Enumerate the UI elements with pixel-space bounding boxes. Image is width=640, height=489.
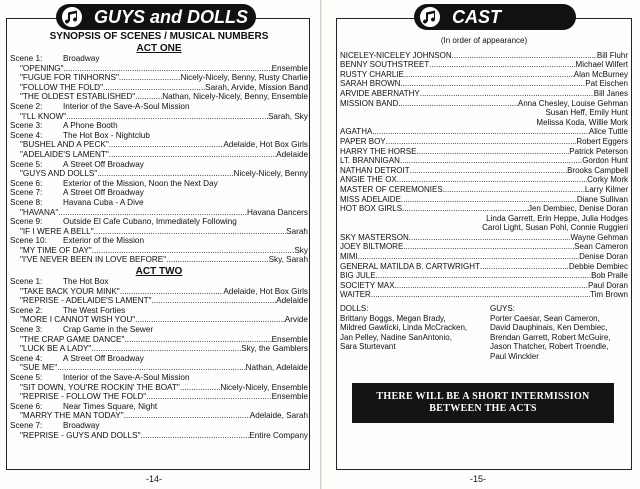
scene-number: Scene 5: [10, 159, 43, 169]
song-performers: Sarah [286, 226, 308, 236]
song-title: "REPRISE - ADELAIDE'S LAMENT" [20, 296, 152, 306]
cast-role: MISS ADELAIDE [340, 194, 401, 204]
scene-line [10, 217, 308, 227]
song-title: "I'VE NEVER BEEN IN LOVE BEFORE" [20, 255, 167, 265]
cast-role: MASTER OF CEREMONIES [340, 184, 443, 194]
scene-number: Scene 9: [10, 217, 43, 227]
scene-line [10, 402, 308, 412]
music-notes-icon [418, 5, 442, 29]
song-line [10, 92, 308, 102]
cast-actor-continued: Carol Light, Susan Pohl, Connie Ruggieri [482, 223, 628, 233]
cast-row [340, 147, 628, 157]
guys-name-line: Porter Caesar, Sean Cameron, [490, 313, 600, 323]
song-title: "MORE I CANNOT WISH YOU" [20, 315, 136, 325]
dot-leader [166, 255, 268, 265]
intermission-notice [352, 383, 614, 423]
scene-location: Exterior of the Mission [63, 236, 144, 246]
cast-role: HOT BOX GIRLS [340, 204, 403, 214]
song-line [10, 315, 308, 325]
cast-role: HARRY THE HORSE [340, 146, 417, 156]
scene-location: Crap Game in the Sewer [63, 325, 154, 335]
dolls-name-line: Jan Pelley, Nadine SanAntonio, [340, 332, 452, 342]
cast-actor: Alan McBurney [573, 69, 628, 79]
song-line [10, 392, 308, 402]
song-performers: Nicely-Nicely, Benny, Rusty Charlie [180, 73, 308, 83]
cast-role: AGATHA [340, 127, 373, 137]
cast-actor: Brooks Campbell [567, 165, 628, 175]
dot-leader [395, 281, 588, 291]
song-title: "I'LL KNOW" [20, 111, 67, 121]
song-line [10, 296, 308, 306]
song-title: "SIT DOWN, YOU'RE ROCKIN' THE BOAT" [20, 382, 180, 392]
scene-line [10, 236, 308, 246]
dot-leader [376, 271, 592, 281]
cast-actor: Debbie Dembiec [568, 261, 628, 271]
cast-actor: Bob Pralle [591, 271, 628, 281]
cast-list [340, 51, 628, 300]
song-performers: Sky, the Gamblers [241, 344, 308, 354]
scene-location: Havana Cuba - A Dive [63, 197, 144, 207]
cast-row [340, 195, 628, 205]
dot-leader [410, 166, 567, 176]
cast-actor-continued: Susan Heff, Emily Hunt [545, 108, 628, 118]
scene-number: Scene 4: [10, 130, 43, 140]
dot-leader [109, 150, 276, 160]
cast-role: PAPER BOY [340, 136, 386, 146]
scene-number: Scene 6: [10, 401, 43, 411]
cast-actor: Denise Doran [579, 252, 628, 262]
cast-actor: Jen Dembiec, Denise Doran [527, 204, 628, 214]
dot-leader [64, 64, 272, 74]
guys-name-line: David Dauphinais, Ken Dembiec, [490, 323, 608, 333]
song-line [10, 73, 308, 83]
scene-number: Scene 7: [10, 188, 43, 198]
song-title: "IF I WERE A BELL" [20, 226, 94, 236]
dolls-group [340, 304, 484, 362]
cast-role: NICELEY-NICELEY JOHNSON [340, 50, 452, 60]
dolls-label: DOLLS: [340, 304, 369, 314]
cast-row [340, 242, 628, 252]
scene-number: Scene 2: [10, 305, 43, 315]
dot-leader [124, 335, 271, 345]
dot-leader [480, 262, 569, 272]
song-performers: Adelaide [276, 296, 308, 306]
song-performers: Adelaide, Hot Box Girls [223, 140, 308, 150]
dot-leader [92, 246, 295, 256]
scene-line [10, 325, 308, 335]
cast-row [340, 271, 628, 281]
song-performers: Sky [294, 245, 308, 255]
acts-list [10, 43, 308, 440]
song-line [10, 208, 308, 218]
song-line [10, 83, 308, 93]
scene-location: The Hot Box [63, 277, 109, 287]
cast-row [340, 127, 628, 137]
cast-row [340, 166, 628, 176]
scene-line [10, 131, 308, 141]
scene-number: Scene 7: [10, 420, 43, 430]
dot-leader [404, 70, 574, 80]
scene-line [10, 198, 308, 208]
song-performers: Havana Dancers [247, 207, 308, 217]
scene-number: Scene 10: [10, 236, 47, 246]
dot-leader [66, 112, 268, 122]
cast-actor: Alice Tuttle [588, 127, 628, 137]
right-page [322, 0, 640, 489]
cast-row [340, 60, 628, 70]
song-line [10, 140, 308, 150]
scene-line [10, 121, 308, 131]
dot-leader [403, 242, 574, 252]
song-performers: Nathan, Nicely-Nicely, Benny, Ensemble [162, 92, 308, 102]
song-title: "MY TIME OF DAY" [20, 245, 92, 255]
cast-role: GENERAL MATILDA B. CARTWRIGHT [340, 261, 480, 271]
cast-role: SKY MASTERSON [340, 232, 409, 242]
scene-number: Scene 4: [10, 353, 43, 363]
song-line [10, 169, 308, 179]
scene-location: A Street Off Broadway [63, 159, 144, 169]
guys-group [484, 304, 628, 362]
music-notes-icon [60, 5, 84, 29]
song-title: "LUCK BE A LADY" [20, 344, 92, 354]
dolls-name-line: Brittany Boggs, Megan Brady, [340, 313, 446, 323]
dot-leader [91, 344, 241, 354]
scene-location: The Hot Box - Nightclub [63, 130, 150, 140]
song-line [10, 112, 308, 122]
song-performers: Adelaide, Hot Box Girls [223, 286, 308, 296]
song-title: "GUYS AND DOLLS" [20, 169, 98, 179]
dot-leader [57, 363, 245, 373]
guys-name-line: Brendan Garrett, Robert McGuire, [490, 332, 611, 342]
scene-line [10, 54, 308, 64]
dot-leader [420, 89, 594, 99]
scene-line [10, 160, 308, 170]
scene-line [10, 421, 308, 431]
scene-location: Broadway [63, 54, 100, 63]
song-title: "TAKE BACK YOUR MINK" [20, 286, 120, 296]
song-line [10, 287, 308, 297]
show-title: GUYS and DOLLS [94, 6, 249, 27]
dot-leader [103, 83, 205, 93]
dot-leader [135, 92, 162, 102]
cast-subtitle: (In order of appearance) [440, 36, 528, 45]
song-performers: Nicely-Nicely, Ensemble [220, 382, 308, 392]
cast-row [340, 89, 628, 99]
dot-leader [58, 208, 247, 218]
dot-leader [97, 169, 233, 179]
scene-line [10, 188, 308, 198]
song-title: "OPENING" [20, 63, 64, 73]
scene-line [10, 354, 308, 364]
guys-name-line: Jason Thatcher, Robert Troendle, [490, 342, 609, 352]
synopsis-heading: SYNOPSIS OF SCENES / MUSICAL NUMBERS [49, 31, 269, 42]
cast-actor: Bill Janes [593, 88, 628, 98]
cast-row [340, 137, 628, 147]
cast-row [340, 281, 628, 291]
cast-actor: Wayne Gehman [570, 232, 628, 242]
scene-line [10, 102, 308, 112]
song-performers: Sky, Sarah [268, 255, 308, 265]
cast-role: MIMI [340, 252, 358, 262]
dot-leader [409, 233, 571, 243]
song-performers: Sarah, Arvide, Mission Band [205, 82, 308, 92]
dot-leader [401, 195, 577, 205]
song-performers: Ensemble [271, 392, 308, 402]
song-title: "REPRISE - GUYS AND DOLLS" [20, 430, 141, 440]
scene-number: Scene 5: [10, 373, 43, 382]
song-title: "REPRISE - FOLLOW THE FOLD" [20, 392, 147, 402]
scene-number: Scene 2: [10, 101, 43, 111]
scene-location: A Street Off Broadway [63, 188, 144, 198]
song-line [10, 363, 308, 373]
song-performers: Adelaide, Sarah [249, 411, 308, 421]
cast-row [340, 79, 628, 89]
scene-location: A Phone Booth [63, 121, 118, 131]
scene-line [10, 179, 308, 189]
cast-actor: Pat Eischen [585, 79, 628, 89]
dot-leader [400, 79, 585, 89]
song-line [10, 411, 308, 421]
cast-role: RUSTY CHARLIE [340, 69, 404, 79]
song-title: "THE CRAP GAME DANCE" [20, 334, 125, 344]
dot-leader [416, 147, 569, 157]
song-title: "HAVANA" [20, 207, 59, 217]
cast-role: JOEY BILTMORE [340, 242, 404, 252]
cast-row [340, 156, 628, 166]
cast-role: WAITER [340, 290, 371, 300]
dot-leader [140, 431, 249, 441]
dot-leader [443, 185, 585, 195]
dot-leader [397, 175, 587, 185]
cast-actor: Larry Kilmer [584, 184, 628, 194]
song-line [10, 344, 308, 354]
scene-location: Interior of the Save-A-Soul Mission [63, 101, 190, 111]
cast-role: ARVIDE ABERNATHY [340, 88, 420, 98]
dot-leader [358, 252, 579, 262]
dolls-name-line: Mildred Gawlicki, Linda McCracken, [340, 323, 468, 333]
song-line [10, 431, 308, 441]
scene-number: Scene 3: [10, 325, 43, 335]
cast-role: SOCIETY MAX [340, 280, 395, 290]
act-title: ACT TWO [135, 266, 183, 278]
scene-location: Broadway [63, 420, 100, 430]
song-line [10, 150, 308, 160]
page-number-left: -14- [146, 474, 163, 484]
song-line [10, 64, 308, 74]
scene-line [10, 277, 308, 287]
dot-leader [372, 127, 589, 137]
dot-leader [119, 73, 181, 83]
dot-leader [386, 137, 577, 147]
show-title-banner [56, 4, 256, 30]
cast-row [340, 252, 628, 262]
intermission-line-2: BETWEEN THE ACTS [429, 403, 537, 414]
song-line [10, 383, 308, 393]
scene-number: Scene 3: [10, 121, 43, 131]
cast-row [340, 233, 628, 243]
cast-role: LT. BRANNIGAN [340, 156, 400, 166]
cast-actor: Bill Fluhr [596, 50, 628, 60]
cast-row [340, 185, 628, 195]
dot-leader [146, 392, 271, 402]
scene-location: A Street Off Broadway [63, 353, 144, 363]
act-title: ACT ONE [136, 43, 182, 54]
dot-leader [402, 204, 528, 214]
cast-actor: Michael Wilfert [575, 60, 628, 70]
scene-number: Scene 8: [10, 197, 43, 207]
dot-leader [124, 411, 250, 421]
cast-actor-continued: Melissa Koda, Willie Mork [536, 117, 628, 127]
song-line [10, 255, 308, 265]
cast-role: SARAH BROWN [340, 79, 401, 89]
cast-role: BENNY SOUTHSTREET [340, 60, 430, 70]
dot-leader [152, 296, 277, 306]
song-title: "MARRY THE MAN TODAY" [20, 411, 124, 421]
scene-number: Scene 6: [10, 178, 43, 188]
dot-leader [452, 51, 597, 61]
song-line [10, 246, 308, 256]
song-title: "BUSHEL AND A PECK" [20, 140, 109, 150]
scene-location: Near Times Square, Night [63, 401, 158, 411]
dot-leader [94, 227, 287, 237]
cast-actor-continued: Linda Garrett, Erin Heppe, Julia Hodges [486, 213, 628, 223]
synopsis [10, 31, 308, 440]
song-title: "FUGUE FOR TINHORNS" [20, 73, 119, 83]
intermission-line-1: THERE WILL BE A SHORT INTERMISSION [376, 391, 590, 402]
song-performers: Nicely-Nicely, Benny [233, 169, 308, 179]
cast-actor: Paul Doran [587, 280, 628, 290]
cast-row [340, 204, 628, 214]
song-title: "SUE ME" [20, 363, 58, 373]
cast-section [340, 36, 628, 362]
dolls-names [340, 314, 484, 352]
cast-row [340, 70, 628, 80]
cast-actor: Tim Brown [590, 290, 628, 300]
scene-line [10, 373, 308, 383]
dolls-name-line: Sara Sturtevant [340, 342, 396, 352]
cast-actor: Patrick Peterson [569, 146, 628, 156]
song-performers: Adelaide [276, 149, 308, 159]
page-number-right: -15- [470, 474, 487, 484]
cast-actor: Gordon Hunt [582, 156, 628, 166]
scene-number: Scene 1: [10, 54, 43, 63]
scene-number: Scene 1: [10, 277, 43, 287]
song-title: "THE OLDEST ESTABLISHED" [20, 92, 136, 102]
cast-title: CAST [452, 6, 501, 27]
cast-role: NATHAN DETROIT [340, 165, 410, 175]
song-performers: Entire Company [249, 430, 308, 440]
dot-leader [400, 156, 582, 166]
scene-location: The West Forties [63, 305, 126, 315]
cast-actor: Corky Mork [587, 175, 628, 185]
song-line [10, 227, 308, 237]
scene-location: Outside El Cafe Cubano, Immediately Following [63, 217, 237, 227]
dot-leader [109, 140, 224, 150]
song-title: "ADELAIDE'S LAMENT" [20, 149, 109, 159]
cast-role: BIG JULE [340, 271, 376, 281]
cast-row [340, 175, 628, 185]
dot-leader [120, 287, 224, 297]
dot-leader [135, 315, 285, 325]
song-performers: Nathan, Adelaide [245, 363, 308, 373]
dot-leader [371, 290, 590, 300]
cast-actor: Robert Eggers [576, 136, 628, 146]
dot-leader [180, 383, 221, 393]
song-title: "FOLLOW THE FOLD" [20, 82, 103, 92]
guys-label: GUYS: [490, 304, 515, 314]
cast-banner [414, 4, 576, 30]
song-performers: Sarah, Sky [267, 111, 308, 121]
scene-line [10, 306, 308, 316]
song-performers: Arvide [284, 315, 308, 325]
cast-row [340, 290, 628, 300]
scene-location: Exterior of the Mission, Noon the Next Day [63, 178, 218, 188]
song-line [10, 335, 308, 345]
song-performers: Ensemble [271, 334, 308, 344]
cast-actor: Anna Chesley, Louise Gehman [517, 98, 628, 108]
dot-leader [429, 60, 575, 70]
guys-name-line: Paul Winckler [490, 352, 539, 361]
cast-role: MISSION BAND [340, 98, 399, 108]
ensemble-groups [340, 304, 628, 362]
cast-role: ANGIE THE OX [340, 175, 397, 185]
cast-row [340, 99, 628, 109]
cast-row [340, 51, 628, 61]
dot-leader [398, 99, 518, 109]
song-performers: Ensemble [271, 63, 308, 73]
guys-names [490, 314, 628, 362]
scene-location: Interior of the Save-A-Soul Mission [63, 373, 190, 382]
cast-actor: Sean Cameron [574, 242, 628, 252]
cast-actor: Diane Sullivan [576, 194, 628, 204]
cast-row [340, 262, 628, 272]
